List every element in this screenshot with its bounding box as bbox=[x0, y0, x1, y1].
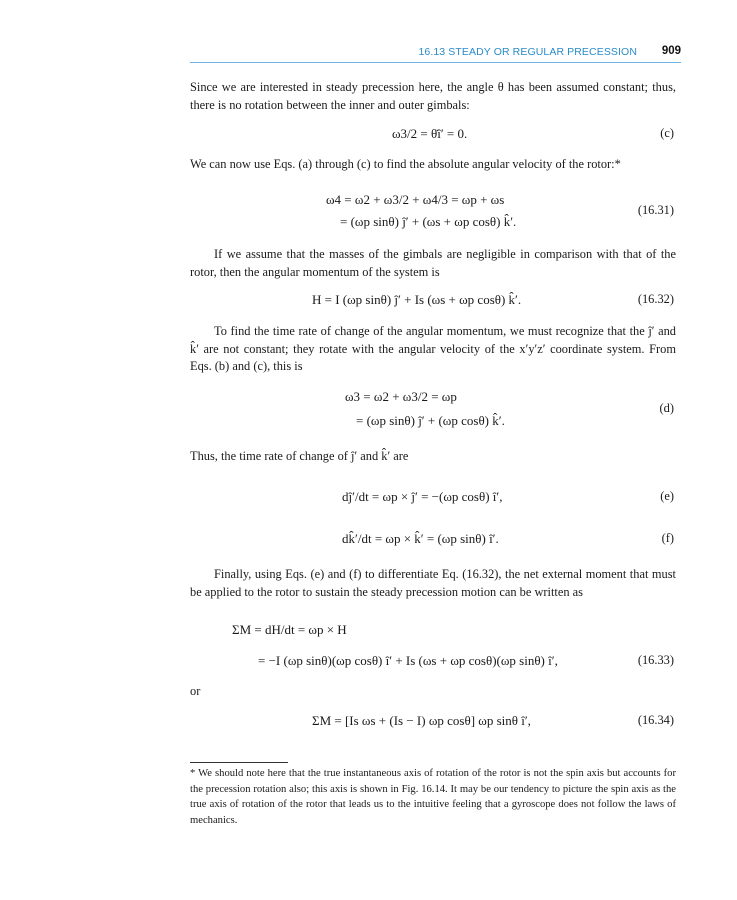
equation-e: dĵ′/dt = ωp × ĵ′ = −(ωp cosθ) î′, bbox=[342, 489, 503, 504]
paragraph-1: Since we are interested in steady precession here, the angle θ has been assumed constant; thus, there is no rotation between the inner and outer gimbals: bbox=[190, 80, 676, 112]
equation-c: ω3/2 = θ̇î′ = 0. bbox=[392, 126, 468, 141]
equation-16-34-label: (16.34) bbox=[637, 713, 674, 727]
header-rule bbox=[190, 62, 681, 63]
equation-d-line1: ω3 = ω2 + ω3/2 = ωp bbox=[345, 389, 457, 404]
equation-e-label: (e) bbox=[660, 489, 674, 503]
equation-f: dk̂′/dt = ωp × k̂′ = (ωp sinθ) î′. bbox=[342, 531, 499, 546]
equation-16-31-line2: = (ωp sinθ) ĵ′ + (ωs + ωp cosθ) k̂′. bbox=[340, 214, 517, 229]
paragraph-2: We can now use Eqs. (a) through (c) to find the absolute angular velocity of the rotor:* bbox=[190, 157, 621, 171]
equation-16-34: ΣM = [Is ωs + (Is − I) ωp cosθ] ωp sinθ î′, bbox=[312, 713, 531, 728]
footnote-rule bbox=[190, 762, 288, 763]
equation-f-label: (f) bbox=[661, 531, 674, 545]
equation-16-33-line2: = −I (ωp sinθ)(ωp cosθ) î′ + Is (ωs + ωp cosθ)(ωp sinθ) î′, bbox=[258, 653, 558, 668]
section-title: 16.13 STEADY OR REGULAR PRECESSION bbox=[418, 46, 637, 58]
equation-d-line2: = (ωp sinθ) ĵ′ + (ωp cosθ) k̂′. bbox=[356, 413, 505, 428]
equation-16-32: H = I (ωp sinθ) ĵ′ + Is (ωs + ωp cosθ) k̂′. bbox=[312, 292, 522, 307]
running-header bbox=[190, 44, 681, 62]
equation-c-label: (c) bbox=[660, 126, 674, 140]
equation-16-33-line1: ΣM = dH/dt = ωp × H bbox=[232, 622, 347, 637]
paragraph-6: Finally, using Eqs. (e) and (f) to differentiate Eq. (16.32), the net external moment that must be applied to the rotor to sustain the steady precession motion can be written as bbox=[190, 567, 676, 599]
equation-16-32-label: (16.32) bbox=[637, 292, 674, 306]
equation-d-label: (d) bbox=[659, 401, 674, 415]
paragraph-7: or bbox=[190, 684, 201, 698]
equation-16-31-line1: ω4 = ω2 + ω3/2 + ω4/3 = ωp + ωs bbox=[326, 192, 505, 207]
footnote: * We should note here that the true instantaneous axis of rotation of the rotor is not the spin axis but accounts for the precession rotation also; this axis is shown in Fig. 16.14. It may be our tendency to picture the spin axis as the true axis of rotation of the rotor that leads us to the intuitive feeling that a gyroscope does not follow the laws of mechanics. bbox=[190, 768, 676, 826]
paragraph-3: If we assume that the masses of the gimbals are negligible in comparison with that of the rotor, then the angular momentum of the system is bbox=[190, 247, 676, 279]
paragraph-5: Thus, the time rate of change of ĵ′ and k̂′ are bbox=[190, 449, 409, 463]
equation-16-33-label: (16.33) bbox=[637, 653, 674, 667]
paragraph-4: To find the time rate of change of the angular momentum, we must recognize that the ĵ′ and k̂′ are not constant; they rotate with the angular velocity of the x′y′z′ coordinate system. From Eqs. (b) and (c), this is bbox=[190, 324, 676, 373]
page-number: 909 bbox=[661, 45, 681, 57]
equation-16-31-label: (16.31) bbox=[637, 203, 674, 217]
